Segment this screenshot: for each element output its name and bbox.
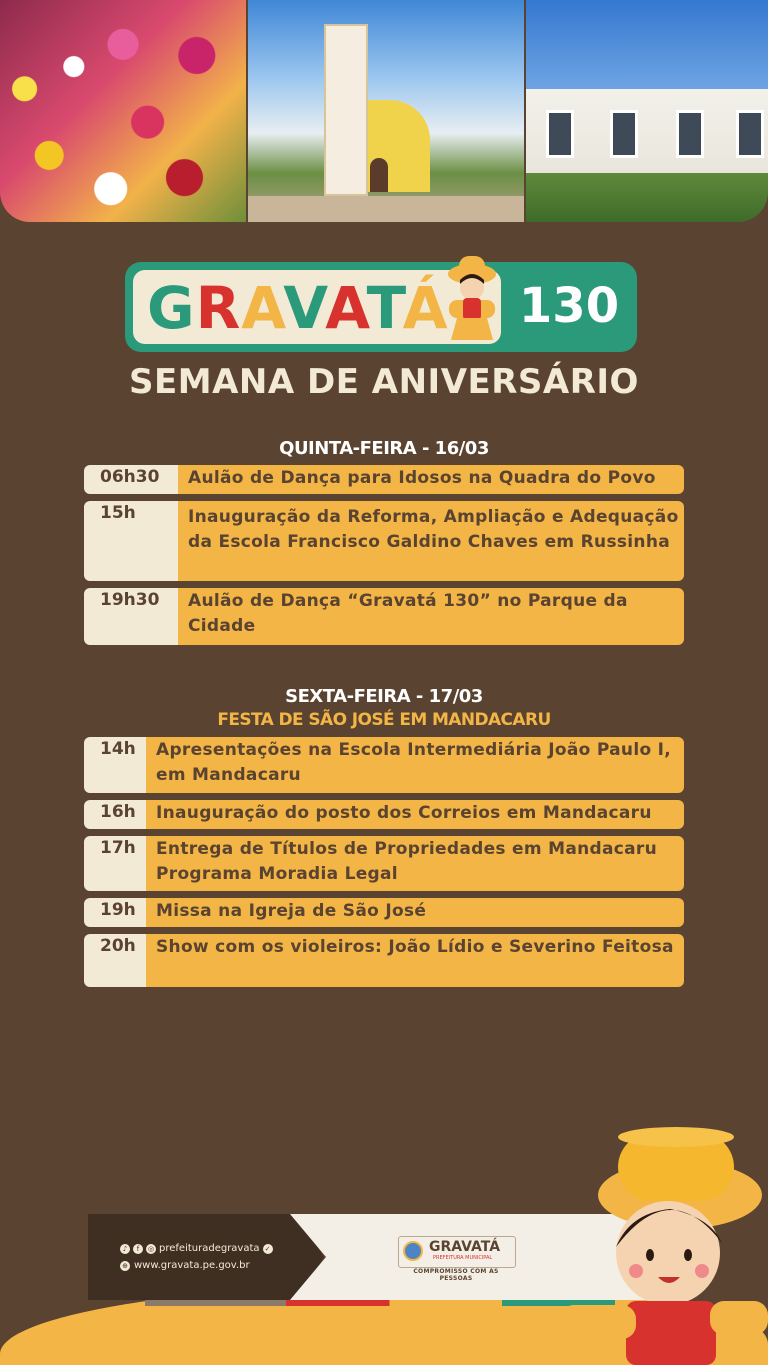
footer-social-panel	[88, 1214, 324, 1300]
window-shape	[736, 110, 764, 158]
window-shape	[676, 110, 704, 158]
event-description: Inauguração da Reforma, Ampliação e Adequação da Escola Francisco Galdino Chaves em Russinha	[178, 501, 684, 581]
church-tower-shape	[324, 24, 368, 196]
page-subtitle: SEMANA DE ANIVERSÁRIO	[129, 362, 639, 402]
instagram-icon[interactable]: ◎	[147, 1244, 155, 1253]
city-seal-icon	[403, 1241, 423, 1261]
footer-color-stripe	[145, 1300, 615, 1306]
gravata-130-logo	[125, 262, 637, 352]
event-description: Entrega de Títulos de Propriedades em Mandacaru Programa Moradia Legal	[146, 836, 684, 891]
prefeitura-logo	[398, 1236, 514, 1282]
event-time: 14h	[84, 737, 146, 793]
event-row	[84, 588, 684, 645]
event-description: Aulão de Dança para Idosos na Quadra do Povo	[178, 465, 684, 494]
event-description: Aulão de Dança “Gravatá 130” no Parque da Cidade	[178, 588, 684, 645]
globe-icon: ⊕	[120, 1261, 130, 1271]
event-time: 17h	[84, 836, 146, 891]
event-time: 15h	[84, 501, 178, 581]
brand-sub: PREFEITURA MUNICIPAL	[433, 1255, 493, 1261]
day-2-subtitle: FESTA DE SÃO JOSÉ EM MANDACARU	[217, 710, 551, 730]
event-row	[84, 800, 684, 829]
event-row	[84, 934, 684, 987]
event-time: 06h30	[84, 465, 178, 494]
header-photos	[0, 0, 768, 222]
event-time: 20h	[84, 934, 146, 987]
verified-icon: ✓	[263, 1244, 273, 1254]
event-time: 19h	[84, 898, 146, 927]
event-description: Apresentações na Escola Intermediária João Paulo I, em Mandacaru	[146, 737, 684, 793]
social-links[interactable]	[120, 1243, 273, 1254]
social-handle[interactable]: prefeituradegravata	[159, 1243, 260, 1254]
mascot-doll-icon	[560, 1125, 768, 1365]
website-url[interactable]: www.gravata.pe.gov.br	[134, 1260, 250, 1271]
mascot-small-icon	[439, 252, 505, 352]
event-row	[84, 898, 684, 927]
flowers-photo	[0, 0, 246, 222]
event-time: 19h30	[84, 588, 178, 645]
event-description: Missa na Igreja de São José	[146, 898, 684, 927]
day-2-title: SEXTA-FEIRA - 17/03	[285, 686, 483, 707]
logo-number: 130	[518, 278, 620, 334]
city-hall-photo	[526, 0, 768, 222]
event-time: 16h	[84, 800, 146, 829]
event-row	[84, 501, 684, 581]
logo-word-panel	[133, 270, 501, 344]
church-photo	[248, 0, 524, 222]
event-description: Inauguração do posto dos Correios em Mandacaru	[146, 800, 684, 829]
event-description: Show com os violeiros: João Lídio e Severino Feitosa	[146, 934, 684, 987]
website-link[interactable]	[120, 1260, 250, 1271]
brand-slogan: COMPROMISSO COM AS PESSOAS	[413, 1268, 499, 1282]
window-shape	[610, 110, 638, 158]
brand-box	[398, 1236, 516, 1268]
window-shape	[546, 110, 574, 158]
tiktok-icon[interactable]: ♪	[120, 1244, 130, 1254]
event-row	[84, 737, 684, 793]
event-row	[84, 465, 684, 494]
church-door-shape	[370, 158, 388, 192]
day-1-title: QUINTA-FEIRA - 16/03	[279, 438, 489, 459]
plaza-shape	[248, 196, 524, 222]
facebook-icon[interactable]: f	[133, 1244, 143, 1254]
brand-name: GRAVATÁ	[429, 1239, 501, 1255]
logo-word: GRAVATÁ	[147, 274, 449, 342]
event-row	[84, 836, 684, 891]
